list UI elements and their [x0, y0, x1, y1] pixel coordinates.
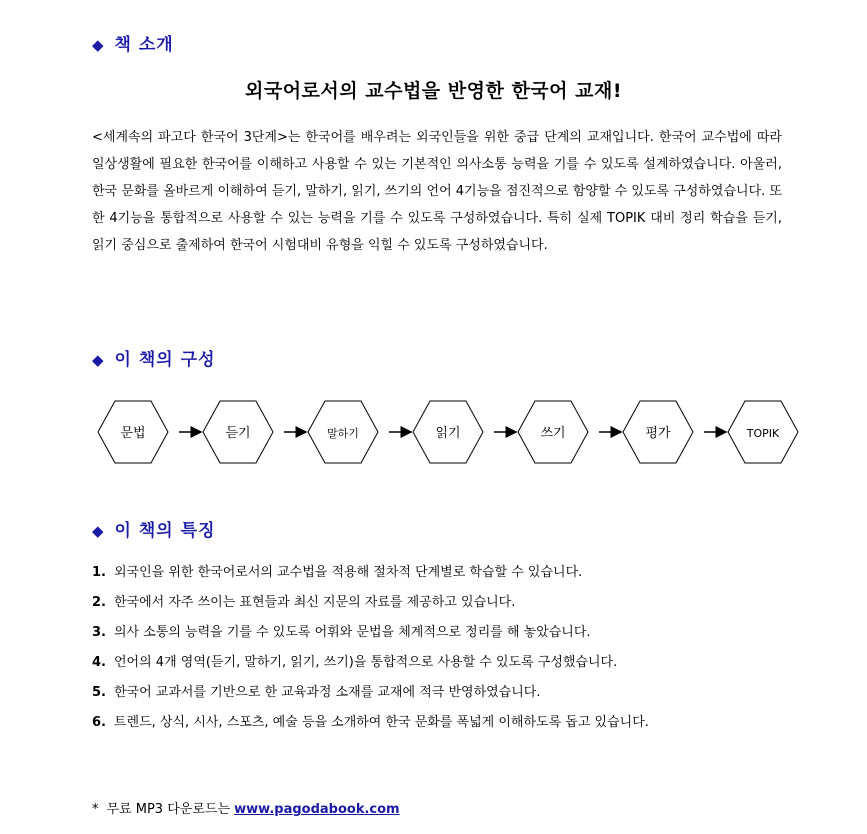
- feature-item: 5. 한국어 교과서를 기반으로 한 교육과정 소재를 교재에 적극 반영하였습니다.: [92, 685, 541, 700]
- feature-item: 6. 트렌드, 상식, 시사, 스포츠, 예술 등을 소개하여 한국 문화를 폭넓게 이해하도록 돕고 있습니다.: [92, 715, 649, 730]
- flow-step-label: 듣기: [225, 426, 251, 441]
- download-marker: *: [92, 802, 99, 817]
- download-note: [92, 798, 400, 817]
- structure-heading-text: 이 책의 구성: [114, 350, 216, 370]
- feature-item: 3. 의사 소통의 능력을 기를 수 있도록 어휘와 문법을 체계적으로 정리를 해 놓았습니다.: [92, 625, 591, 640]
- intro-heading-text: 책 소개: [114, 35, 174, 55]
- flow-step-label: 쓰기: [540, 426, 566, 441]
- diamond-icon: ◆: [92, 522, 105, 540]
- feature-item: 2. 한국에서 자주 쓰이는 표현들과 최신 지문의 자료를 제공하고 있습니다.: [92, 595, 516, 610]
- diamond-icon: ◆: [92, 36, 105, 54]
- flow-step-label: 말하기: [327, 427, 359, 440]
- features-heading-text: 이 책의 특징: [114, 521, 216, 541]
- structure-flow-diagram: [90, 396, 830, 468]
- flow-step-label: TOPIK: [746, 427, 780, 440]
- intro-paragraph: <세계속의 파고다 한국어 3단계>는 한국어를 배우려는 외국인들을 위한 중급 단계의 교재입니다. 한국어 교수법에 따라 일상생활에 필요한 한국어를 이해하고 사용할 수 있는 기본적인 의사소통 능력을 기를 수 있도록 설계하였습니다. 아울러, 한국 문화를 올바르게 이해하여 듣기, 말하기, 읽기, 쓰기의 언어 4기능을 점진적으로 함양할 수 있도록 구성하였습니다. 또한 4기능을 통합적으로 사용할 수 있는 능력을 기를 수 있도록 구성하였습니다. 특히 실제 TOPIK 대비 정리 학습을 듣기, 읽기 중심으로 출제하여 한국어 시험대비 유형을 익힐 수 있도록 구성하였습니다.: [92, 130, 782, 253]
- diamond-icon: ◆: [92, 351, 105, 369]
- flow-step-label: 평가: [645, 426, 671, 441]
- feature-item: 4. 언어의 4개 영역(듣기, 말하기, 읽기, 쓰기)을 통합적으로 사용할 수 있도록 구성했습니다.: [92, 655, 618, 670]
- flow-step-label: 읽기: [435, 426, 461, 441]
- feature-item: 1. 외국인을 위한 한국어로서의 교수법을 적용해 절차적 단계별로 학습할 수 있습니다.: [92, 565, 583, 580]
- features-list: [92, 558, 782, 738]
- download-label: 무료 MP3 다운로드는: [106, 802, 230, 817]
- structure-heading: [92, 345, 216, 370]
- flow-step-label: 문법: [120, 426, 146, 441]
- features-heading: [92, 516, 216, 541]
- pagodabook-link[interactable]: www.pagodabook.com: [234, 802, 400, 817]
- intro-heading: [92, 30, 174, 55]
- page-title: 외국어로서의 교수법을 반영한 한국어 교재!: [245, 80, 622, 102]
